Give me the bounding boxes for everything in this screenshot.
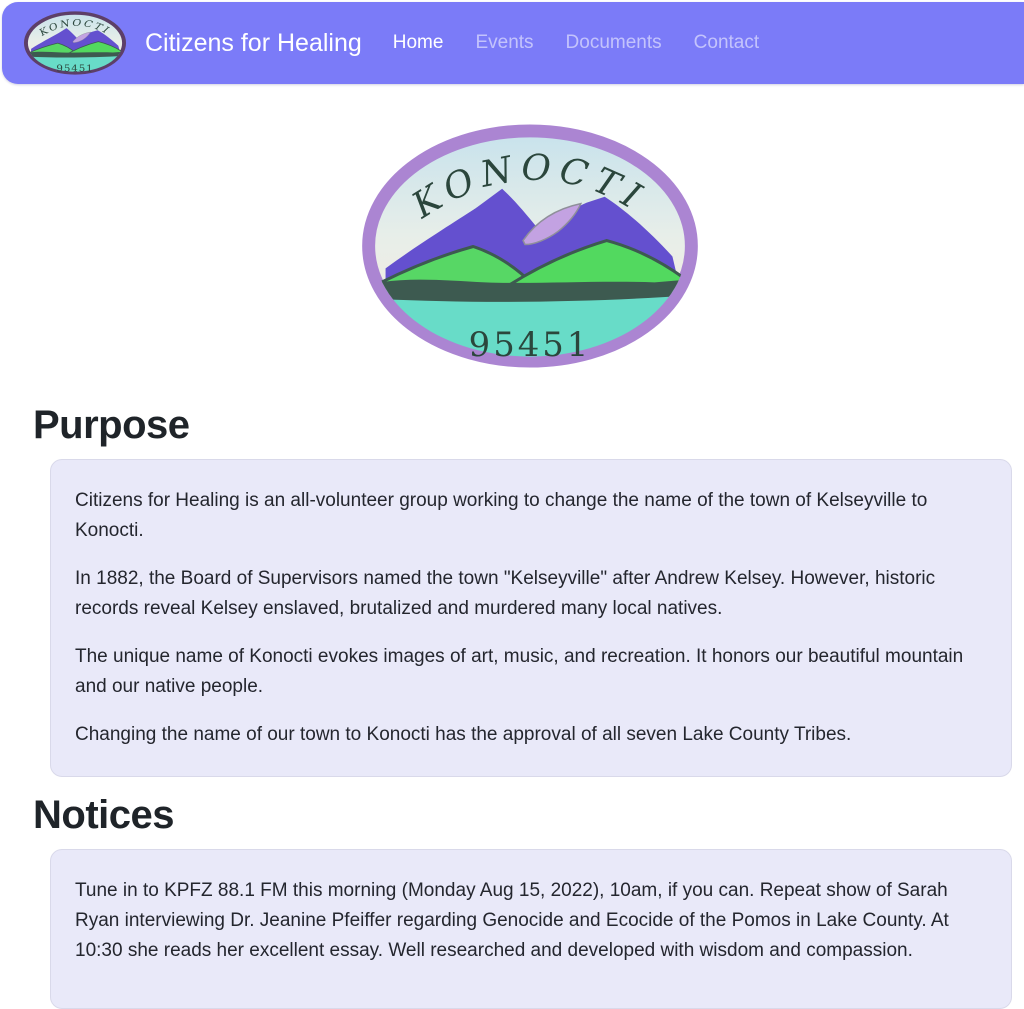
navbar xyxy=(2,2,1024,84)
nav-links xyxy=(377,24,775,62)
main-content xyxy=(0,119,1024,1009)
nav-link-documents[interactable]: Documents xyxy=(565,32,662,53)
paragraph: Citizens for Healing is an all-volunteer group working to change the name of the town of Kelseyville to Konocti. xyxy=(75,490,928,541)
site-logo xyxy=(355,119,705,373)
paragraph: Changing the name of our town to Konocti has the approval of all seven Lake County Tribes. xyxy=(75,724,852,745)
konocti-logo-icon[interactable] xyxy=(22,10,128,76)
purpose-card xyxy=(50,459,1012,777)
nav-link-contact[interactable]: Contact xyxy=(693,32,760,53)
paragraph: Tune in to KPFZ 88.1 FM this morning (Monday Aug 15, 2022), 10am, if you can. Repeat show of Sarah Ryan interviewing Dr. Jeanine Pfeiffer regarding Genocide and Ecocide of the Pomos in Lake County. At 10:30 she reads her excellent essay. Well researched and developed with wisdom and compassion. xyxy=(75,880,949,961)
paragraph: The unique name of Konocti evokes images of art, music, and recreation. It honors our beautiful mountain and our native people. xyxy=(75,646,964,697)
section-notices xyxy=(0,791,1024,1009)
brand-title[interactable]: Citizens for Healing xyxy=(145,28,362,57)
heading-purpose: Purpose xyxy=(33,403,190,447)
nav-link-events[interactable]: Events xyxy=(475,32,534,53)
notices-card xyxy=(50,849,1012,1009)
heading-notices: Notices xyxy=(33,793,174,837)
section-purpose xyxy=(0,401,1024,777)
nav-link-home[interactable]: Home xyxy=(392,32,444,53)
paragraph: In 1882, the Board of Supervisors named the town "Kelseyville" after Andrew Kelsey. However, historic records reveal Kelsey enslaved, brutalized and murdered many local natives. xyxy=(75,568,936,619)
